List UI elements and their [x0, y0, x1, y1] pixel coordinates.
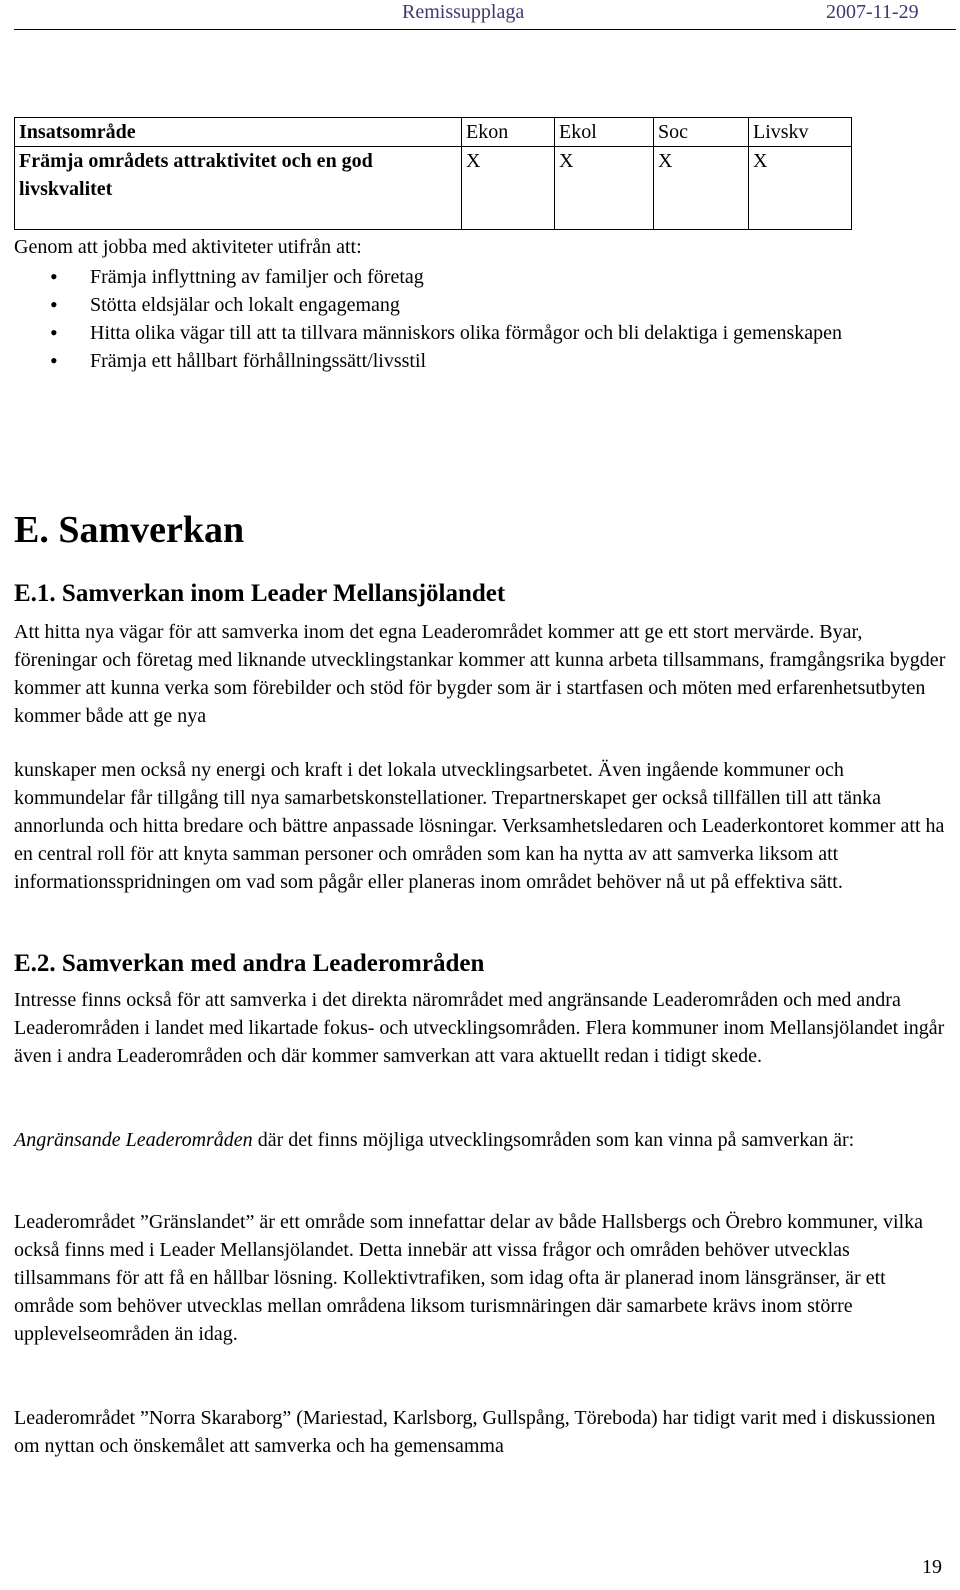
- header-date: 2007-11-29: [826, 1, 919, 23]
- paragraph: Leaderområdet ”Norra Skaraborg” (Mariestad, Karlsborg, Gullspång, Töreboda) har tidigt varit med i diskussionen om nyttan och önskemålet att samverka och ha gemensamma: [14, 1407, 936, 1457]
- table-row: [15, 147, 852, 230]
- table-cell: X: [462, 147, 555, 230]
- section-heading: E. Samverkan: [14, 509, 245, 551]
- table-header-cell: Soc: [654, 118, 749, 147]
- table-header-cell: Livskv: [749, 118, 852, 147]
- table-header-row: [15, 118, 852, 147]
- header-title: Remissupplaga: [402, 1, 525, 23]
- list-item: • Stötta eldsjälar och lokalt engagemang: [40, 291, 920, 319]
- header-rule: [14, 29, 956, 30]
- intro-text: Genom att jobba med aktiviteter utifrån att:: [14, 236, 362, 258]
- table-header-cell: Insatsområde: [15, 118, 462, 147]
- table-header-cell: Ekon: [462, 118, 555, 147]
- subsection-heading-e2: E.2. Samverkan med andra Leaderområden: [14, 950, 485, 977]
- list-item: • Främja inflyttning av familjer och företag: [40, 263, 920, 291]
- paragraph: Att hitta nya vägar för att samverka inom det egna Leaderområdet kommer att ge ett stort mervärde. Byar, föreningar och företag med liknande utvecklingstankar kommer att kunna arbeta tillsammans, framgångsrika bygder kommer att kunna verka som förebilder och stöd för bygder som är i startfasen och möten med erfarenhetsutbyten kommer både att ge nya: [14, 621, 946, 727]
- paragraph: [14, 1126, 946, 1154]
- table-cell: X: [654, 147, 749, 230]
- table-cell: X: [749, 147, 852, 230]
- paragraph: kunskaper men också ny energi och kraft i det lokala utvecklingsarbetet. Även ingående kommuner och kommundelar får tillgång till nya samarbetskonstellationer. Trepartnerskapet ger också tillfällen till att tänka annorlunda och hitta bredare och bättre anpassade lösningar. Verksamhetsledaren och Leaderkontoret kommer att ha en central roll för att knyta samman personer och områden som kan ha nytta av att samverka liksom att informationsspridningen om vad som pågår eller planeras inom området behöver nå ut på effektiva sätt.: [14, 759, 945, 893]
- page-number: 19: [922, 1556, 942, 1578]
- table-header-cell: Ekol: [555, 118, 654, 147]
- paragraph-rest: där det finns möjliga utvecklingsområden som kan vinna på samverkan är:: [252, 1129, 855, 1151]
- paragraph: Leaderområdet ”Gränslandet” är ett område som innefattar delar av både Hallsbergs och Örebro kommuner, vilka också finns med i Leader Mellansjölandet. Detta innebär att vissa frågor och områden behöver utvecklas tillsammans för att få en hållbar lösning. Kollektivtrafiken, som idag ofta är planerad inom länsgränser, är ett område som behöver utvecklas mellan områdena liksom turismnäringen där samarbete krävs inom större upplevelseområden än idag.: [14, 1211, 924, 1345]
- subsection-heading-e1: E.1. Samverkan inom Leader Mellansjölandet: [14, 580, 506, 607]
- table-cell: X: [555, 147, 654, 230]
- italic-term: Angränsande Leaderområden: [14, 1129, 253, 1151]
- list-item: • Främja ett hållbart förhållningssätt/livsstil: [40, 347, 920, 375]
- bullet-list: [40, 263, 920, 375]
- table-cell: Främja områdets attraktivitet och en god livskvalitet: [15, 147, 462, 230]
- page-header: [0, 0, 960, 30]
- list-item: • Hitta olika vägar till att ta tillvara människors olika förmågor och bli delaktiga i gemenskapen: [40, 319, 920, 347]
- insatsomrade-table: [14, 117, 852, 230]
- paragraph: Intresse finns också för att samverka i det direkta närområdet med angränsande Leaderområden och med andra Leaderområden i landet med likartade fokus- och utvecklingsområden. Flera kommuner inom Mellansjölandet ingår även i andra Leaderområden och där kommer samverkan att vara aktuellt redan i tidigt skede.: [14, 989, 945, 1067]
